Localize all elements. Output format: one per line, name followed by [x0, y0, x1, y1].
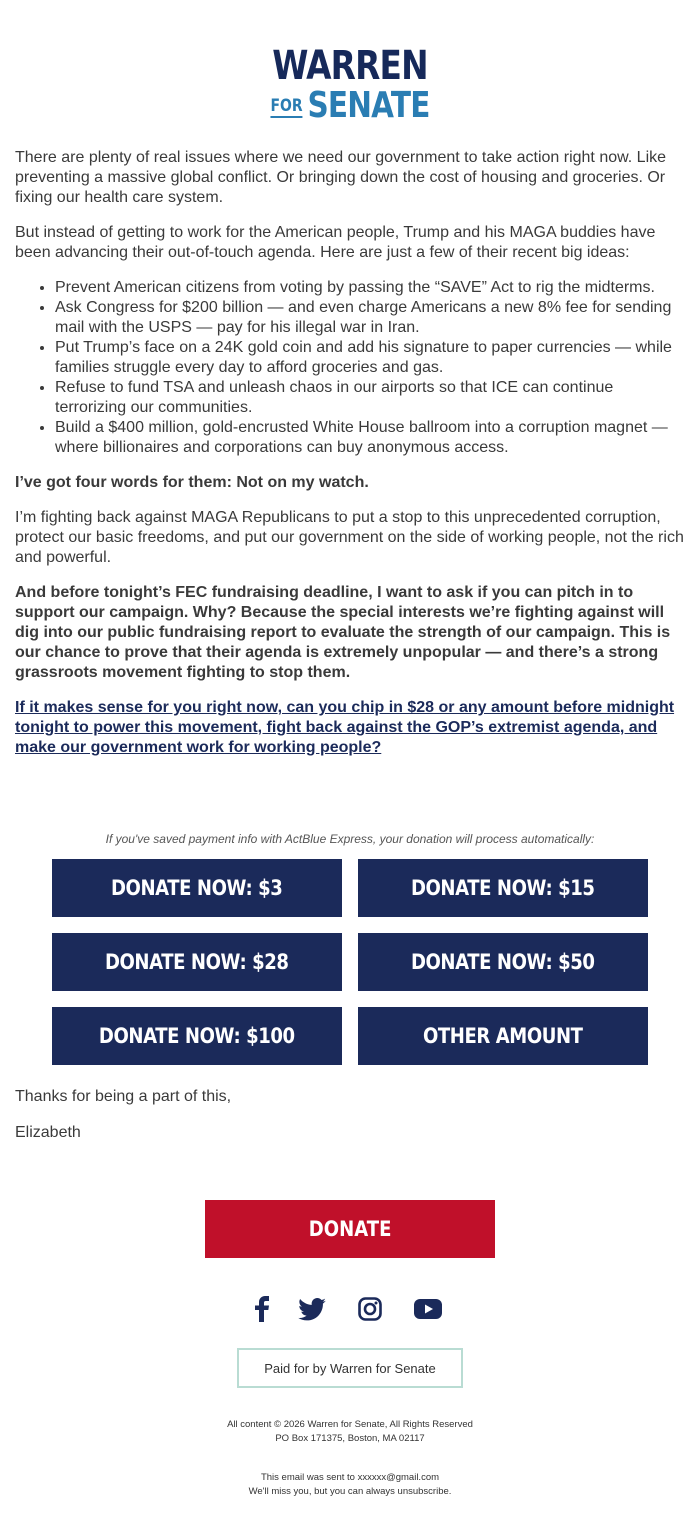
donate-50-button[interactable]: [358, 933, 648, 991]
donate-3-button[interactable]: [52, 859, 342, 917]
paid-for-notice: Paid for by Warren for Senate: [237, 1348, 463, 1388]
email-body: [15, 148, 687, 773]
list-item: • Build a $400 million, gold-encrusted White House ballroom into a corruption magnet — where billionaires and corporations can buy anonymous access.: [55, 418, 687, 458]
list-item: • Put Trump’s face on a 24K gold coin and add his signature to paper currencies — while families struggle every day to afford groceries and gas.: [55, 338, 687, 378]
paragraph-agenda: But instead of getting to work for the American people, Trump and his MAGA buddies have been advancing their out-of-touch agenda. Here are just a few of their recent big ideas:: [15, 224, 656, 261]
donate-button[interactable]: [205, 1200, 495, 1258]
donate-28-button[interactable]: [52, 933, 342, 991]
donate-15-button[interactable]: [358, 859, 648, 917]
other-amount-button[interactable]: [358, 1007, 648, 1065]
donate-28-label: DONATE NOW: $28: [105, 950, 289, 974]
list-item: • Prevent American citizens from voting by passing the “SAVE” Act to rig the midterms.: [55, 278, 687, 298]
signoff-thanks: Thanks for being a part of this,: [15, 1088, 232, 1105]
donate-label: DONATE: [308, 1217, 392, 1241]
donate-100-label: DONATE NOW: $100: [99, 1024, 295, 1048]
paragraph-deadline: And before tonight’s FEC fundraising deadline, I want to ask if you can pitch in to support our campaign. Why? Because the special interests we’re fighting against will dig into our public fundraising report to evaluate the strength of our campaign. This is our chance to prove that their agenda is extremely unpopular — and there’s a strong grassroots movement fighting to stop them.: [15, 584, 671, 681]
donate-50-label: DONATE NOW: $50: [411, 950, 595, 974]
ideas-list: [15, 278, 687, 458]
logo-senate: SENATE: [307, 85, 430, 126]
donate-15-label: DONATE NOW: $15: [411, 876, 595, 900]
chip-in-link[interactable]: If it makes sense for you right now, can you chip in $28 or any amount before midnight tonight to power this movement, fight back against the GOP’s extremist agenda, and make our government work for working people?: [15, 699, 675, 756]
paragraph-fighting-back: I’m fighting back against MAGA Republicans to put a stop to this unprecedented corruption, protect our basic freedoms, and put our government on the side of working people, not the rich and powerful.: [15, 509, 684, 566]
footer-copyright: All content © 2026 Warren for Senate, All Rights Reserved: [227, 1419, 473, 1430]
donate-3-label: DONATE NOW: $3: [111, 876, 283, 900]
logo-for: FOR: [270, 96, 303, 116]
donate-100-button[interactable]: [52, 1007, 342, 1065]
other-amount-label: OTHER AMOUNT: [423, 1024, 583, 1048]
warren-for-senate-logo: [0, 43, 700, 131]
instagram-icon[interactable]: [353, 1292, 387, 1326]
footer-sent-to: This email was sent to xxxxxx@gmail.com: [260, 1472, 440, 1483]
paragraph-intro: There are plenty of real issues where we need our government to take action right now. Like preventing a massive global conflict. Or bringing down the cost of housing and groceries. Or fixing our health care system.: [15, 149, 667, 206]
list-item: • Ask Congress for $200 billion — and even charge Americans a new 8% fee for sending mail with the USPS — pay for his illegal war in Iran.: [55, 298, 687, 338]
list-item: • Refuse to fund TSA and unleash chaos in our airports so that ICE can continue terrorizing our communities.: [55, 378, 687, 418]
twitter-icon[interactable]: [295, 1292, 329, 1326]
unsubscribe-link[interactable]: We'll miss you, but you can always unsubscribe.: [248, 1486, 452, 1497]
youtube-icon[interactable]: [411, 1292, 445, 1326]
facebook-icon[interactable]: [245, 1292, 279, 1326]
footer-address: PO Box 171375, Boston, MA 02117: [275, 1433, 425, 1444]
logo-warren: WARREN: [272, 43, 428, 89]
signoff-name: Elizabeth: [15, 1124, 81, 1141]
paragraph-four-words: I’ve got four words for them: Not on my watch.: [15, 474, 369, 491]
actblue-note: If you've saved payment info with ActBlue Express, your donation will process automatically:: [105, 832, 595, 846]
